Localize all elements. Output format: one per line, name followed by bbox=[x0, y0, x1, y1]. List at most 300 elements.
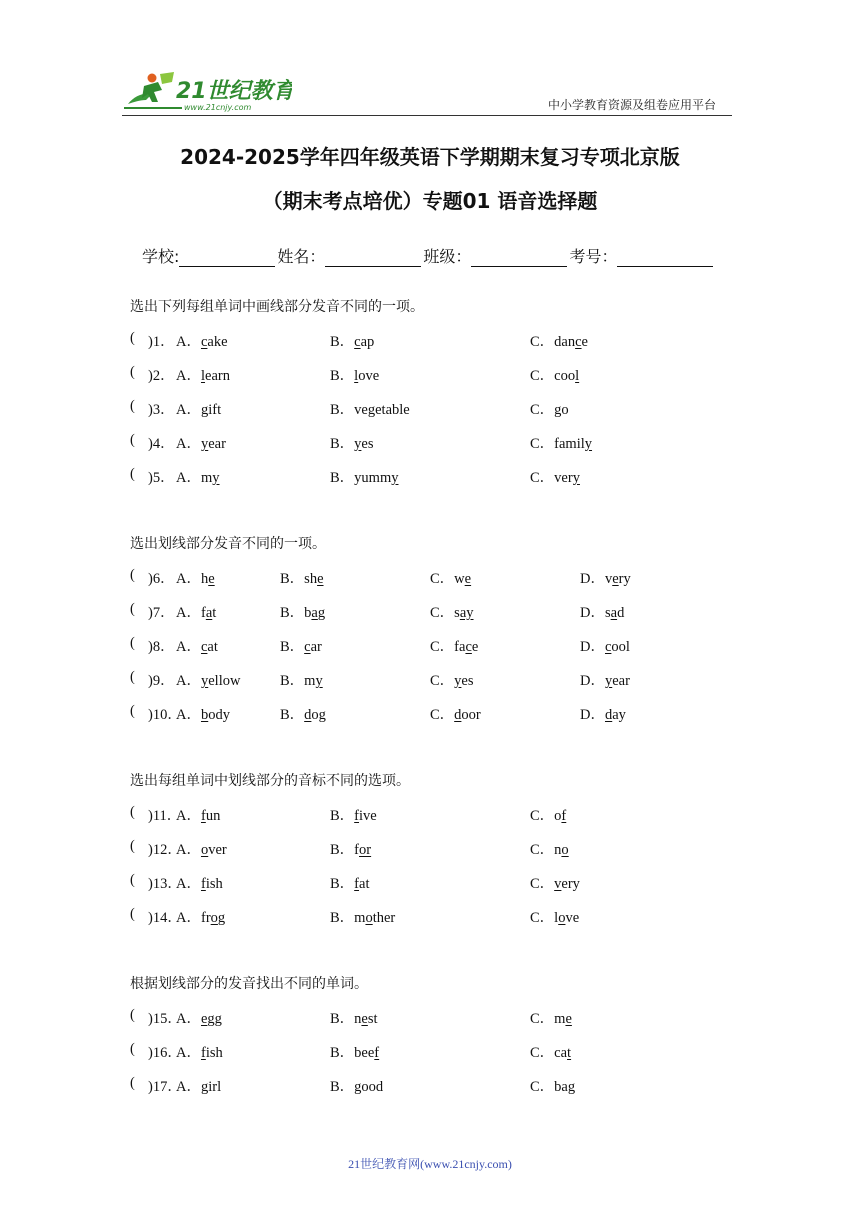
word-part: ive bbox=[359, 808, 377, 824]
underlined-letters: g bbox=[354, 1079, 362, 1095]
option-label: C． bbox=[530, 1079, 555, 1095]
question-number: )17． bbox=[148, 1079, 182, 1095]
option[interactable] bbox=[280, 567, 324, 588]
option-label: C． bbox=[530, 1045, 555, 1061]
answer-paren[interactable]: ( bbox=[130, 804, 135, 820]
word-part: dan bbox=[554, 334, 576, 350]
word-part: g bbox=[317, 605, 326, 621]
school-field: 学校: bbox=[142, 244, 277, 267]
svg-text:www.21cnjy.com: www.21cnjy.com bbox=[184, 103, 252, 112]
underlined-letters: e bbox=[464, 571, 472, 587]
word-part: ca bbox=[554, 1045, 568, 1061]
word-part: famil bbox=[554, 436, 585, 452]
question-row bbox=[130, 1075, 770, 1095]
underlined-letters: g bbox=[200, 1079, 209, 1095]
underlined-letters: a bbox=[610, 605, 618, 621]
question-number: )9． bbox=[148, 673, 175, 689]
underlined-letters: g bbox=[200, 402, 209, 418]
option[interactable] bbox=[330, 1007, 378, 1028]
word-part: ood bbox=[361, 1079, 384, 1095]
word-part: n bbox=[554, 842, 562, 858]
page-title: 2024-2025学年四年级英语下学期期末复习专项北京版 bbox=[180, 145, 680, 169]
word-part: m bbox=[354, 910, 366, 926]
question-number: )10． bbox=[148, 707, 182, 723]
underlined-letters: e bbox=[612, 571, 619, 587]
word-part: ver bbox=[208, 842, 227, 858]
option[interactable] bbox=[176, 398, 221, 419]
word-part: o bbox=[561, 402, 569, 418]
option[interactable] bbox=[330, 398, 410, 419]
option-label: C． bbox=[530, 470, 555, 486]
word-part: bee bbox=[354, 1045, 375, 1061]
question-row bbox=[130, 432, 770, 452]
word-part: ish bbox=[205, 1045, 223, 1061]
word-part: ear bbox=[208, 436, 226, 452]
question-row bbox=[130, 364, 770, 384]
word-part: m bbox=[200, 470, 213, 486]
option[interactable] bbox=[176, 364, 230, 385]
option-label: A． bbox=[176, 402, 201, 418]
option[interactable] bbox=[280, 669, 323, 690]
word-part: ay bbox=[612, 707, 626, 723]
question-row bbox=[130, 1041, 770, 1061]
word-part: v bbox=[604, 571, 613, 587]
word-part: m bbox=[554, 1011, 566, 1027]
answer-paren[interactable]: ( bbox=[130, 1075, 135, 1091]
option-label: C． bbox=[430, 639, 455, 655]
word-part: ove bbox=[358, 368, 380, 384]
word-part: l bbox=[554, 910, 559, 926]
option[interactable] bbox=[176, 330, 228, 351]
word-part: m bbox=[304, 673, 316, 689]
word-part: n bbox=[354, 1011, 362, 1027]
option[interactable] bbox=[580, 635, 630, 656]
option[interactable] bbox=[176, 906, 225, 927]
underlined-letters: l bbox=[575, 368, 580, 384]
option[interactable] bbox=[530, 1007, 572, 1028]
word-part: ap bbox=[360, 334, 375, 350]
underlined-letters: o bbox=[210, 910, 218, 926]
question-number: )12． bbox=[148, 842, 182, 858]
option[interactable] bbox=[580, 669, 630, 690]
underlined-letters: y bbox=[200, 673, 209, 689]
class-field: 班级： bbox=[423, 244, 569, 267]
option[interactable] bbox=[530, 398, 569, 419]
underlined-letters: y bbox=[604, 673, 613, 689]
underlined-letters: c bbox=[304, 639, 311, 655]
option[interactable] bbox=[176, 1075, 221, 1096]
option-label: D． bbox=[580, 707, 605, 723]
question-number: )4． bbox=[148, 436, 175, 452]
option[interactable] bbox=[330, 466, 398, 487]
answer-paren[interactable]: ( bbox=[130, 872, 135, 888]
option-label: D． bbox=[580, 639, 605, 655]
underlined-letters: l bbox=[200, 368, 206, 384]
word-part: t bbox=[212, 605, 217, 621]
answer-paren[interactable]: ( bbox=[130, 703, 135, 719]
footer: 21世纪教育网(www.21cnjy.com) bbox=[348, 1157, 512, 1171]
name-field: 姓名： bbox=[277, 244, 423, 267]
option-label: B． bbox=[330, 368, 355, 384]
school-blank[interactable] bbox=[179, 248, 275, 267]
word-part: at bbox=[207, 639, 218, 655]
word-part: og bbox=[311, 707, 326, 723]
question-number: )5． bbox=[148, 470, 175, 486]
underlined-letters: y bbox=[584, 436, 593, 452]
underlined-letters: f bbox=[354, 808, 360, 824]
option[interactable] bbox=[530, 872, 580, 893]
option-label: C． bbox=[430, 571, 455, 587]
question-row bbox=[130, 703, 770, 723]
question-number: )2． bbox=[148, 368, 175, 384]
option[interactable] bbox=[330, 364, 379, 385]
underlined-letters: f bbox=[200, 1045, 206, 1061]
word-part: f bbox=[354, 842, 360, 858]
option-label: A． bbox=[176, 334, 201, 350]
question-number: )6． bbox=[148, 571, 175, 587]
option-label: A． bbox=[176, 368, 201, 384]
section-instruction: 选出划线部分发音不同的一项。 bbox=[130, 536, 326, 552]
option-label: C． bbox=[530, 402, 555, 418]
name-blank[interactable] bbox=[325, 248, 421, 267]
question-number: )8． bbox=[148, 639, 175, 655]
option-label: A． bbox=[176, 707, 201, 723]
word-part: ther bbox=[372, 910, 396, 926]
option[interactable] bbox=[530, 804, 566, 825]
option[interactable] bbox=[580, 567, 631, 588]
underlined-letters: f bbox=[374, 1045, 380, 1061]
option-label: A． bbox=[176, 673, 201, 689]
option-label: B． bbox=[330, 808, 355, 824]
option-label: D． bbox=[580, 673, 605, 689]
word-part: st bbox=[367, 1011, 378, 1027]
option[interactable] bbox=[330, 1075, 383, 1096]
word-part: e bbox=[581, 334, 588, 350]
option-label: A． bbox=[176, 639, 201, 655]
option-label: C． bbox=[530, 876, 555, 892]
option-label: A． bbox=[176, 1011, 201, 1027]
question-row bbox=[130, 330, 770, 350]
word-part: coo bbox=[554, 368, 576, 384]
word-part: fr bbox=[200, 910, 211, 926]
answer-paren[interactable]: ( bbox=[130, 906, 135, 922]
question-number: )11． bbox=[148, 808, 182, 824]
word-part: ry bbox=[618, 571, 631, 587]
option[interactable] bbox=[530, 330, 588, 351]
option[interactable] bbox=[530, 1075, 575, 1096]
answer-paren[interactable]: ( bbox=[130, 635, 135, 651]
underlined-letters: c bbox=[354, 334, 361, 350]
option-label: B． bbox=[330, 1011, 355, 1027]
option[interactable] bbox=[430, 601, 474, 622]
word-part: ody bbox=[208, 707, 230, 723]
option-label: B． bbox=[330, 1079, 355, 1095]
option[interactable] bbox=[176, 872, 223, 893]
underlined-letters: g bbox=[367, 402, 376, 418]
underlined-letters: y bbox=[391, 470, 399, 486]
answer-paren[interactable]: ( bbox=[130, 1041, 135, 1057]
underlined-letters: o bbox=[200, 842, 209, 858]
platform-label: 中小学教育资源及组卷应用平台 bbox=[548, 98, 717, 112]
option[interactable] bbox=[430, 669, 474, 690]
page-subtitle: （期末考点培优）专题01 语音选择题 bbox=[262, 189, 598, 213]
option[interactable] bbox=[176, 635, 218, 656]
option-label: B． bbox=[280, 571, 305, 587]
word-part: s bbox=[604, 605, 611, 621]
underlined-letters: g bbox=[554, 402, 562, 418]
underlined-letters: ay bbox=[459, 605, 474, 621]
question-row bbox=[130, 838, 770, 858]
word-part: o bbox=[554, 808, 562, 824]
underlined-letters: f bbox=[200, 808, 206, 824]
answer-paren[interactable]: ( bbox=[130, 330, 135, 346]
question-row bbox=[130, 804, 770, 824]
option[interactable] bbox=[176, 466, 220, 487]
option[interactable] bbox=[176, 601, 216, 622]
question-row bbox=[130, 906, 770, 926]
underlined-letters: d bbox=[304, 707, 312, 723]
option[interactable] bbox=[280, 635, 322, 656]
underlined-letters: o bbox=[561, 842, 569, 858]
option-label: B． bbox=[280, 639, 305, 655]
underlined-letters: f bbox=[561, 808, 567, 824]
question-row bbox=[130, 601, 770, 621]
underlined-letters: l bbox=[354, 368, 359, 384]
option-label: C． bbox=[530, 368, 555, 384]
option-label: B． bbox=[330, 910, 355, 926]
option-label: C． bbox=[530, 808, 555, 824]
option-label: C． bbox=[430, 605, 455, 621]
option[interactable] bbox=[330, 432, 374, 453]
option[interactable] bbox=[176, 804, 220, 825]
question-row bbox=[130, 872, 770, 892]
word-part: ar bbox=[310, 639, 322, 655]
option[interactable] bbox=[330, 804, 377, 825]
question-number: )7． bbox=[148, 605, 175, 621]
answer-paren[interactable]: ( bbox=[130, 398, 135, 414]
option[interactable] bbox=[176, 838, 227, 859]
option-label: C． bbox=[530, 842, 555, 858]
word-part: es bbox=[361, 436, 374, 452]
answer-paren[interactable]: ( bbox=[130, 669, 135, 685]
word-part: w bbox=[454, 571, 465, 587]
section-instruction: 根据划线部分的发音找出不同的单词。 bbox=[130, 976, 368, 992]
answer-paren[interactable]: ( bbox=[130, 432, 135, 448]
underlined-letters: y bbox=[454, 673, 462, 689]
option[interactable] bbox=[176, 1041, 223, 1062]
word-part: gg bbox=[207, 1011, 222, 1027]
option-label: A． bbox=[176, 605, 201, 621]
section-instruction: 选出每组单词中划线部分的音标不同的选项。 bbox=[130, 773, 410, 789]
word-part: fa bbox=[454, 639, 466, 655]
question-number: )1． bbox=[148, 334, 175, 350]
underlined-letters: e bbox=[361, 1011, 368, 1027]
word-part: earn bbox=[205, 368, 230, 384]
underlined-letters: c bbox=[604, 639, 612, 655]
answer-paren[interactable]: ( bbox=[130, 364, 135, 380]
word-part: es bbox=[461, 673, 474, 689]
underlined-letters: c bbox=[465, 639, 472, 655]
answer-paren[interactable]: ( bbox=[130, 466, 135, 482]
underlined-letters: c bbox=[200, 334, 208, 350]
option-label: D． bbox=[580, 605, 605, 621]
word-part: ve bbox=[565, 910, 580, 926]
option-label: A． bbox=[176, 571, 201, 587]
option[interactable] bbox=[530, 364, 579, 385]
word-part: oor bbox=[461, 707, 481, 723]
option-label: A． bbox=[176, 470, 201, 486]
question-row bbox=[130, 567, 770, 587]
option[interactable] bbox=[176, 669, 240, 690]
option-label: A． bbox=[176, 1045, 201, 1061]
option[interactable] bbox=[580, 601, 624, 622]
option[interactable] bbox=[580, 703, 626, 724]
underlined-letters: y bbox=[572, 470, 580, 486]
exam-number-field: 考号： bbox=[569, 244, 715, 267]
option[interactable] bbox=[176, 567, 215, 588]
class-blank[interactable] bbox=[471, 248, 567, 267]
option-label: B． bbox=[330, 842, 355, 858]
word-part: etable bbox=[375, 402, 410, 418]
underlined-letters: a bbox=[311, 605, 318, 621]
underlined-letters: g bbox=[567, 1079, 576, 1095]
word-part: b bbox=[304, 605, 312, 621]
option[interactable] bbox=[330, 872, 369, 893]
option-label: A． bbox=[176, 910, 201, 926]
option-label: B． bbox=[330, 470, 355, 486]
option-label: C． bbox=[530, 334, 555, 350]
word-part: ba bbox=[554, 1079, 568, 1095]
word-part: ish bbox=[205, 876, 223, 892]
option-label: A． bbox=[176, 1079, 201, 1095]
underlined-letters: or bbox=[359, 842, 372, 858]
question-row bbox=[130, 635, 770, 655]
word-part: ool bbox=[611, 639, 630, 655]
word-part: g bbox=[217, 910, 226, 926]
underlined-letters: e bbox=[565, 1011, 572, 1027]
answer-paren[interactable]: ( bbox=[130, 838, 135, 854]
word-part: at bbox=[359, 876, 370, 892]
option-label: B． bbox=[330, 334, 355, 350]
word-part: un bbox=[205, 808, 221, 824]
option[interactable] bbox=[530, 838, 569, 859]
answer-paren[interactable]: ( bbox=[130, 601, 135, 617]
option-label: B． bbox=[280, 605, 305, 621]
option[interactable] bbox=[330, 1041, 379, 1062]
question-number: )13． bbox=[148, 876, 182, 892]
underlined-letters: e bbox=[317, 571, 324, 587]
underlined-letters: d bbox=[454, 707, 462, 723]
option[interactable] bbox=[280, 601, 325, 622]
option[interactable] bbox=[430, 567, 471, 588]
option-label: C． bbox=[430, 707, 455, 723]
word-part: sh bbox=[304, 571, 318, 587]
option[interactable] bbox=[280, 703, 326, 724]
question-row bbox=[130, 398, 770, 418]
option-label: B． bbox=[330, 402, 355, 418]
underlined-letters: t bbox=[567, 1045, 572, 1061]
underlined-letters: y bbox=[200, 436, 209, 452]
underlined-letters: e bbox=[200, 1011, 208, 1027]
question-row bbox=[130, 1007, 770, 1027]
option[interactable] bbox=[530, 432, 592, 453]
option-label: B． bbox=[280, 707, 305, 723]
site-logo bbox=[122, 68, 292, 116]
question-number: )3． bbox=[148, 402, 175, 418]
option[interactable] bbox=[330, 330, 374, 351]
underlined-letters: o bbox=[558, 910, 566, 926]
answer-paren[interactable]: ( bbox=[130, 567, 135, 583]
word-part: yumm bbox=[354, 470, 392, 486]
word-part: h bbox=[200, 571, 209, 587]
option-label: D． bbox=[580, 571, 605, 587]
underlined-letters: a bbox=[205, 605, 213, 621]
option[interactable] bbox=[530, 466, 580, 487]
option-label: B． bbox=[330, 436, 355, 452]
option[interactable] bbox=[430, 635, 478, 656]
underlined-letters: y bbox=[354, 436, 362, 452]
word-part: s bbox=[454, 605, 460, 621]
option-label: A． bbox=[176, 842, 201, 858]
option-label: C． bbox=[430, 673, 455, 689]
word-part: ellow bbox=[208, 673, 241, 689]
word-part: ery bbox=[561, 876, 580, 892]
option-label: C． bbox=[530, 436, 555, 452]
option[interactable] bbox=[530, 906, 579, 927]
option[interactable] bbox=[176, 703, 230, 724]
underlined-letters: c bbox=[575, 334, 582, 350]
word-part: ear bbox=[612, 673, 630, 689]
option-label: B． bbox=[330, 1045, 355, 1061]
word-part: ver bbox=[554, 470, 573, 486]
answer-paren[interactable]: ( bbox=[130, 1007, 135, 1023]
section-instruction: 选出下列每组单词中画线部分发音不同的一项。 bbox=[130, 299, 424, 315]
option-label: A． bbox=[176, 876, 201, 892]
option-label: B． bbox=[280, 673, 305, 689]
student-info bbox=[142, 244, 715, 267]
question-row bbox=[130, 669, 770, 689]
option[interactable] bbox=[330, 838, 371, 859]
question-number: )14． bbox=[148, 910, 182, 926]
option[interactable] bbox=[176, 432, 226, 453]
option-label: C． bbox=[530, 910, 555, 926]
word-part: f bbox=[200, 605, 206, 621]
underlined-letters: d bbox=[604, 707, 613, 723]
svg-text:21世纪教育: 21世纪教育 bbox=[176, 79, 292, 104]
option[interactable] bbox=[330, 906, 395, 927]
option[interactable] bbox=[176, 1007, 222, 1028]
underlined-letters: v bbox=[554, 876, 562, 892]
word-part: e bbox=[471, 639, 479, 655]
underlined-letters: y bbox=[212, 470, 220, 486]
option[interactable] bbox=[530, 1041, 571, 1062]
underlined-letters: b bbox=[200, 707, 209, 723]
word-part: ve bbox=[354, 402, 368, 418]
exam-number-blank[interactable] bbox=[617, 248, 713, 267]
word-part: ift bbox=[208, 402, 222, 418]
underlined-letters: c bbox=[200, 639, 208, 655]
option[interactable] bbox=[430, 703, 481, 724]
word-part: irl bbox=[208, 1079, 222, 1095]
option-label: C． bbox=[530, 1011, 555, 1027]
question-number: )16． bbox=[148, 1045, 182, 1061]
question-row bbox=[130, 466, 770, 486]
underlined-letters: o bbox=[365, 910, 373, 926]
underlined-letters: f bbox=[200, 876, 206, 892]
word-part: ake bbox=[207, 334, 228, 350]
option-label: B． bbox=[330, 876, 355, 892]
word-part: d bbox=[617, 605, 625, 621]
